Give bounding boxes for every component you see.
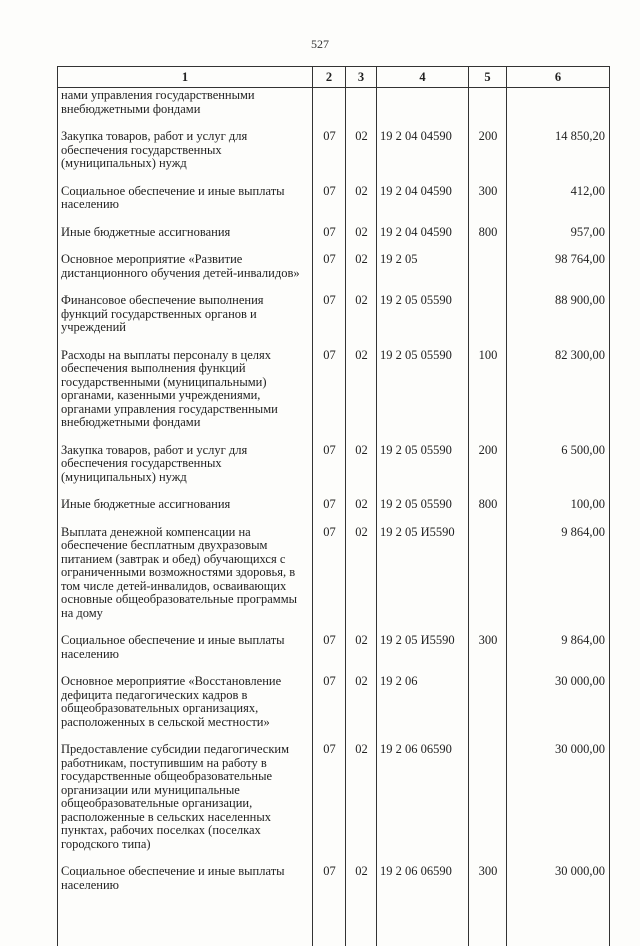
table-row	[58, 634, 610, 675]
cell-subsection: 02	[346, 226, 377, 254]
cell-amount: 88 900,00	[507, 294, 610, 349]
cell-section: 07	[313, 675, 346, 743]
cell-target-code: 19 2 06 06590	[377, 743, 469, 865]
table-continuation-space	[58, 906, 610, 946]
cell-subsection: 02	[346, 294, 377, 349]
empty-cell	[377, 906, 469, 946]
table-row	[58, 185, 610, 226]
cell-amount: 82 300,00	[507, 349, 610, 444]
cell-section: 07	[313, 130, 346, 185]
cell-name: Иные бюджетные ассигнования	[58, 226, 313, 254]
cell-amount: 98 764,00	[507, 253, 610, 294]
cell-name: Иные бюджетные ассигнования	[58, 498, 313, 526]
header-col-4: 4	[377, 67, 469, 88]
table-row	[58, 226, 610, 254]
cell-amount: 100,00	[507, 498, 610, 526]
cell-expense-type	[469, 675, 507, 743]
cell-section: 07	[313, 526, 346, 635]
cell-subsection: 02	[346, 634, 377, 675]
cell-target-code: 19 2 04 04590	[377, 185, 469, 226]
cell-amount: 957,00	[507, 226, 610, 254]
budget-table	[57, 66, 610, 946]
cell-name: Социальное обеспечение и иные выплаты населению	[58, 865, 313, 906]
header-col-1: 1	[58, 67, 313, 88]
table-header	[58, 67, 610, 88]
table-row	[58, 498, 610, 526]
cell-target-code: 19 2 05 05590	[377, 498, 469, 526]
cell-expense-type: 800	[469, 498, 507, 526]
cell-target-code: 19 2 05 И5590	[377, 526, 469, 635]
header-row	[58, 67, 610, 88]
cell-amount: 14 850,20	[507, 130, 610, 185]
cell-amount: 30 000,00	[507, 743, 610, 865]
cell-expense-type: 300	[469, 634, 507, 675]
cell-target-code: 19 2 04 04590	[377, 226, 469, 254]
cell-name: Финансовое обеспечение выполнения функций государственных органов и учреждений	[58, 294, 313, 349]
table-row	[58, 349, 610, 444]
cell-amount: 9 864,00	[507, 526, 610, 635]
cell-name: Социальное обеспечение и иные выплаты населению	[58, 634, 313, 675]
cell-expense-type	[469, 88, 507, 131]
cell-expense-type: 300	[469, 185, 507, 226]
cell-section	[313, 88, 346, 131]
cell-target-code: 19 2 06 06590	[377, 865, 469, 906]
cell-subsection: 02	[346, 130, 377, 185]
cell-target-code: 19 2 04 04590	[377, 130, 469, 185]
table-row	[58, 253, 610, 294]
cell-amount: 30 000,00	[507, 865, 610, 906]
cell-target-code: 19 2 05	[377, 253, 469, 294]
cell-section: 07	[313, 498, 346, 526]
cell-expense-type	[469, 294, 507, 349]
cell-subsection: 02	[346, 743, 377, 865]
cell-subsection	[346, 88, 377, 131]
cell-target-code: 19 2 05 05590	[377, 349, 469, 444]
cell-amount: 412,00	[507, 185, 610, 226]
cell-amount: 30 000,00	[507, 675, 610, 743]
cell-subsection: 02	[346, 253, 377, 294]
cell-section: 07	[313, 444, 346, 499]
cell-section: 07	[313, 294, 346, 349]
cell-name: Закупка товаров, работ и услуг для обеспечения государственных (муниципальных) нужд	[58, 444, 313, 499]
cell-expense-type	[469, 253, 507, 294]
cell-amount: 9 864,00	[507, 634, 610, 675]
table-row	[58, 865, 610, 906]
cell-subsection: 02	[346, 498, 377, 526]
cell-name: Основное мероприятие «Восстановление дефицита педагогических кадров в общеобразовательных организациях, расположенных в сельской местности»	[58, 675, 313, 743]
empty-cell	[346, 906, 377, 946]
empty-cell	[313, 906, 346, 946]
cell-target-code: 19 2 06	[377, 675, 469, 743]
cell-amount	[507, 88, 610, 131]
cell-expense-type: 100	[469, 349, 507, 444]
cell-subsection: 02	[346, 444, 377, 499]
cell-name: нами управления государственными внебюджетными фондами	[58, 88, 313, 131]
cell-name: Предоставление субсидии педагогическим работникам, поступившим на работу в государственные общеобразовательные организации или муниципальные общеобразовательные организации, расположенные в сельских населенных пунктах, рабочих поселках (поселках городского типа)	[58, 743, 313, 865]
cell-expense-type: 800	[469, 226, 507, 254]
cell-target-code	[377, 88, 469, 131]
cell-name: Выплата денежной компенсации на обеспечение бесплатным двухразовым питанием (завтрак и обед) обучающихся с ограниченными возможностями здоровья, в том числе детей-инвалидов, осваивающих основные общеобразовательные программы на дому	[58, 526, 313, 635]
cell-section: 07	[313, 253, 346, 294]
cell-name: Социальное обеспечение и иные выплаты населению	[58, 185, 313, 226]
table-row	[58, 526, 610, 635]
header-col-2: 2	[313, 67, 346, 88]
budget-table-container	[57, 66, 609, 946]
page-number: 527	[0, 37, 640, 52]
cell-section: 07	[313, 634, 346, 675]
cell-subsection: 02	[346, 865, 377, 906]
header-col-5: 5	[469, 67, 507, 88]
table-row	[58, 130, 610, 185]
cell-expense-type: 200	[469, 444, 507, 499]
cell-subsection: 02	[346, 185, 377, 226]
cell-section: 07	[313, 865, 346, 906]
table-row	[58, 743, 610, 865]
cell-target-code: 19 2 05 05590	[377, 444, 469, 499]
empty-cell	[58, 906, 313, 946]
cell-expense-type: 200	[469, 130, 507, 185]
cell-section: 07	[313, 185, 346, 226]
table-row	[58, 444, 610, 499]
cell-subsection: 02	[346, 349, 377, 444]
cell-amount: 6 500,00	[507, 444, 610, 499]
cell-target-code: 19 2 05 И5590	[377, 634, 469, 675]
cell-section: 07	[313, 743, 346, 865]
cell-name: Расходы на выплаты персоналу в целях обеспечения выполнения функций государственными (муниципальными) органами, казенными учреждениями, органами управления государственными внебюджетными фондами	[58, 349, 313, 444]
cell-section: 07	[313, 226, 346, 254]
table-body	[58, 88, 610, 946]
cell-expense-type: 300	[469, 865, 507, 906]
cell-expense-type	[469, 526, 507, 635]
cell-target-code: 19 2 05 05590	[377, 294, 469, 349]
empty-cell	[469, 906, 507, 946]
header-col-6: 6	[507, 67, 610, 88]
table-row	[58, 88, 610, 131]
cell-subsection: 02	[346, 675, 377, 743]
table-row	[58, 675, 610, 743]
cell-expense-type	[469, 743, 507, 865]
cell-name: Закупка товаров, работ и услуг для обеспечения государственных (муниципальных) нужд	[58, 130, 313, 185]
cell-subsection: 02	[346, 526, 377, 635]
header-col-3: 3	[346, 67, 377, 88]
empty-cell	[507, 906, 610, 946]
table-row	[58, 294, 610, 349]
cell-section: 07	[313, 349, 346, 444]
cell-name: Основное мероприятие «Развитие дистанционного обучения детей-инвалидов»	[58, 253, 313, 294]
